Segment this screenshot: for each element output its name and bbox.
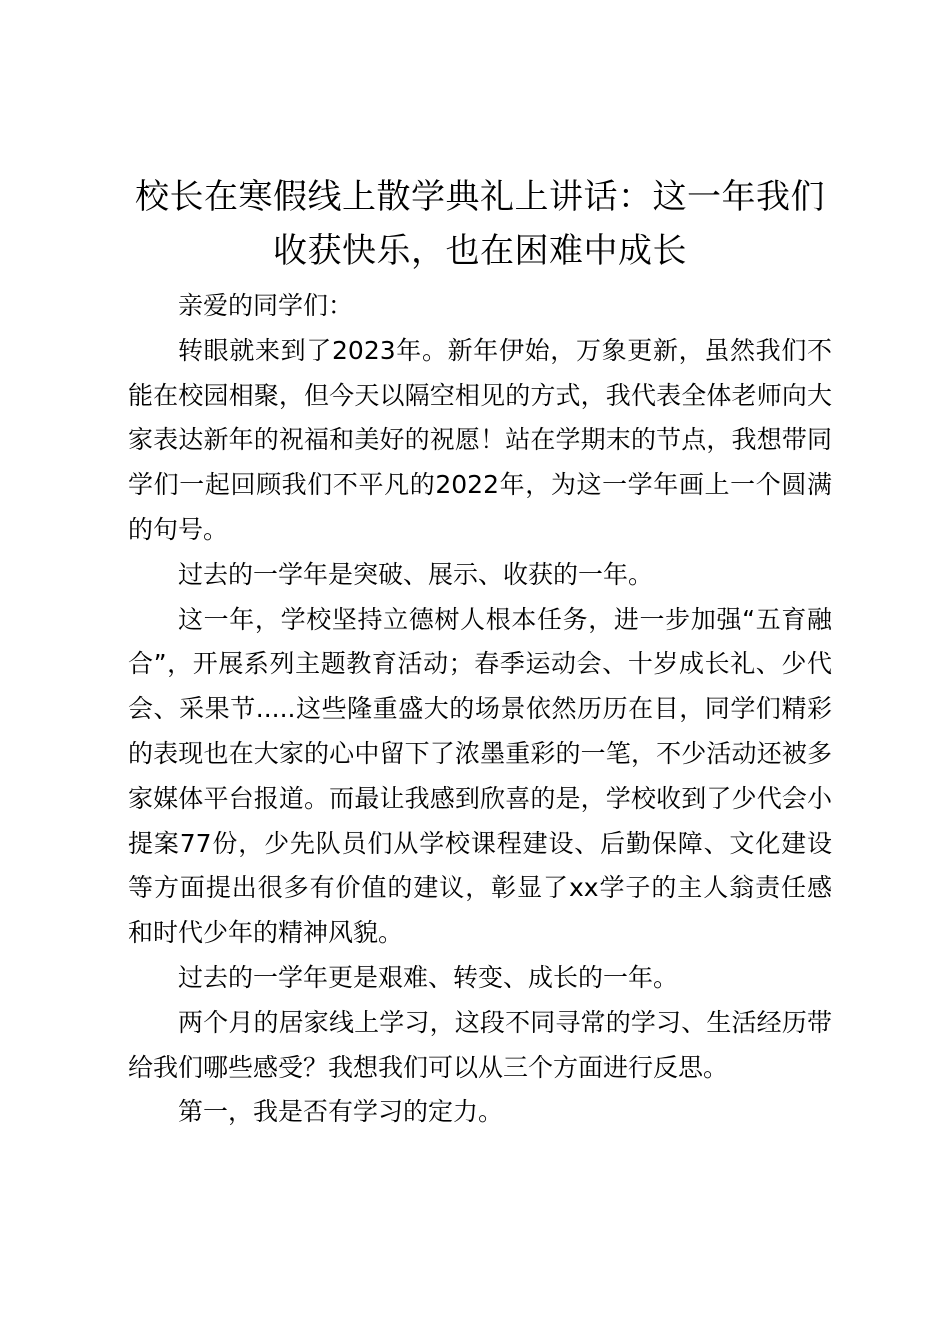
- paragraph-past-year-growth: 过去的一学年更是艰难、转变、成长的一年。: [178, 962, 679, 992]
- paragraph-past-year-harvest: 过去的一学年是突破、展示、收获的一年。: [178, 559, 654, 589]
- document-title: 校长在寒假线上散学典礼上讲话：这一年我们收获快乐，也在困难中成长: [135, 177, 825, 271]
- paragraph-greeting: 亲爱的同学们：: [178, 291, 354, 320]
- paragraph-school-activities: 这一年，学校坚持立德树人根本任务，进一步加强“五育融合”，开展系列主题教育活动；春季运动会、十岁成长礼、少代会、采果节.....这些隆重盛大的场景依然历历在目，同学们精彩的表现也在大家的心中留下了浓墨重彩的一笔，不少活动还被多家媒体平台报道。而最让我感到欣喜的是，学校收到了少代会小提案77份，少先队员们从学校课程建设、后勤保障、文化建设等方面提出很多有价值的建议，彰显了xx学子的主人翁责任感和时代少年的精神风貌。: [128, 604, 832, 948]
- document-body: [128, 284, 832, 1135]
- paragraph-new-year: 转眼就来到了2023年。新年伊始，万象更新，虽然我们不能在校园相聚，但今天以隔空相见的方式，我代表全体老师向大家表达新年的祝福和美好的祝愿！站在学期末的节点，我想带同学们一起回顾我们不平凡的2022年，为这一学年画上一个圆满的句号。: [128, 335, 832, 544]
- paragraph-online-learning: 两个月的居家线上学习，这段不同寻常的学习、生活经历带给我们哪些感受？我想我们可以从三个方面进行反思。: [128, 1007, 832, 1082]
- paragraph-first-point: 第一，我是否有学习的定力。: [178, 1097, 504, 1127]
- document-page: [128, 170, 832, 1135]
